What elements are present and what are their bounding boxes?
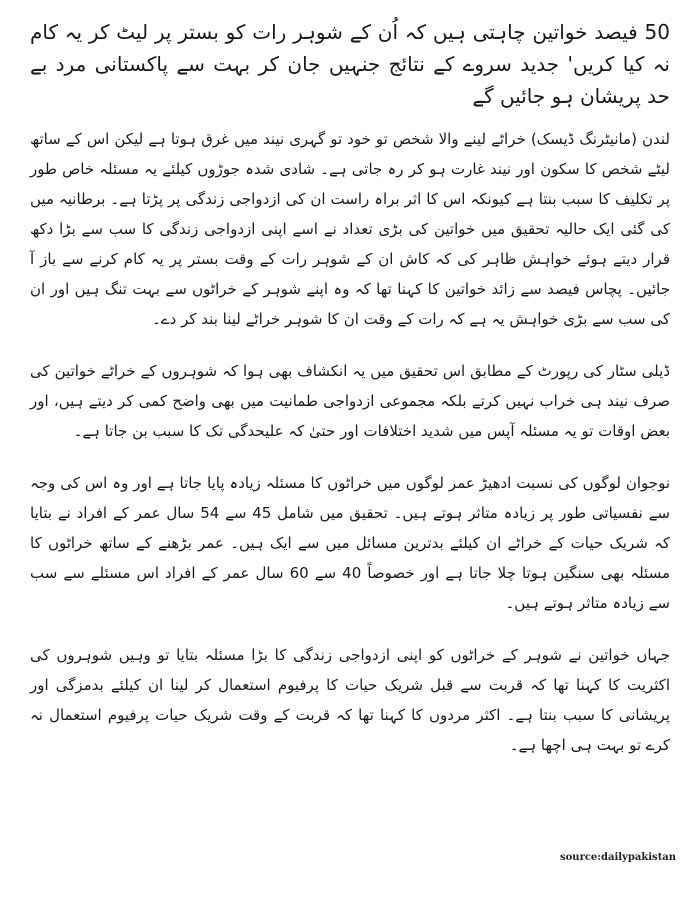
article-paragraph-1: لندن (مانیٹرنگ ڈیسک) خراٹے لینے والا شخص تو خود تو گہری نیند میں غرق ہوتا ہے لیکن اس کے ساتھ لیٹے شخص کا سکون اور نیند غارت ہو کر رہ جاتی ہے۔ شادی شدہ جوڑوں کیلئے یہ مسئلہ خاص طور پر تکلیف کا سبب بنتا ہے کیونکہ اس کا اثر براہ راست ان کی ازدواجی زندگی پر پڑتا ہے۔ برطانیہ میں کی گئی ایک حالیہ تحقیق میں خواتین کی بڑی تعداد نے اسے اپنی ازدواجی زندگی کا سب سے بڑا دکھ قرار دیتے ہوئے خواہش ظاہر کی کہ کاش ان کے شوہر رات کے وقت بستر پر یہ کام کرنے سے باز آ جائیں۔ پچاس فیصد سے زائد خواتین کا کہنا تھا کہ وہ اپنے شوہر کے خراٹوں سے بہت تنگ ہیں اور ان کی سب سے بڑی خواہش یہ ہے کہ رات کے وقت ان کا شوہر خراٹے لینا بند کر دے۔ bbox=[30, 130, 670, 328]
article-headline: 50 فیصد خواتین چاہتی ہیں کہ اُن کے شوہر رات کو بستر پر لیٹ کر یہ کام نہ کیا کریں' جدید سروے کے نتائج جنہیں جان کر بہت سے پاکستانی مرد بے حد پریشان ہو جائیں گے bbox=[30, 20, 670, 108]
source-credit: source:dailypakistan bbox=[560, 852, 677, 863]
article-paragraph-3: نوجوان لوگوں کی نسبت ادھیڑ عمر لوگوں میں خراٹوں کا مسئلہ زیادہ پایا جاتا ہے اور وہ اس کی وجہ سے نفسیاتی طور پر زیادہ متاثر ہوتے ہیں۔ تحقیق میں شامل 45 سے 54 سال عمر کے افراد نے بتایا کہ شریک حیات کے خراٹے ان کیلئے بدترین مسائل میں سے ایک ہیں۔ عمر بڑھنے کے ساتھ خراٹوں کا مسئلہ بھی سنگین ہوتا چلا جاتا ہے اور خصوصاً 40 سے 60 سال عمر کے افراد اس مسئلے سے سب سے زیادہ متاثر ہوتے ہیں۔ bbox=[30, 474, 670, 612]
article-paragraph-4: جہاں خواتین نے شوہر کے خراٹوں کو اپنی ازدواجی زندگی کا بڑا مسئلہ بتایا تو وہیں شوہروں کی اکثریت کا کہنا تھا کہ قربت سے قبل شریک حیات کا پرفیوم استعمال کر لینا ان کیلئے بدمزگی اور پریشانی کا سبب بنتا ہے۔ اکثر مردوں کا کہنا تھا کہ قربت کے وقت شریک حیات پرفیوم استعمال نہ کرے تو بہت ہی اچھا ہے۔ bbox=[30, 646, 670, 754]
article-paragraph-2: ڈیلی سٹار کی رپورٹ کے مطابق اس تحقیق میں یہ انکشاف بھی ہوا کہ شوہروں کے خراٹے خواتین کی صرف نیند ہی خراب نہیں کرتے بلکہ مجموعی ازدواجی طمانیت میں بھی واضح کمی کر دیتے ہیں، اور بعض اوقات تو یہ مسئلہ آپس میں شدید اختلافات اور حتیٰ کہ علیحدگی تک کا سبب بن جاتا ہے۔ bbox=[30, 362, 670, 440]
